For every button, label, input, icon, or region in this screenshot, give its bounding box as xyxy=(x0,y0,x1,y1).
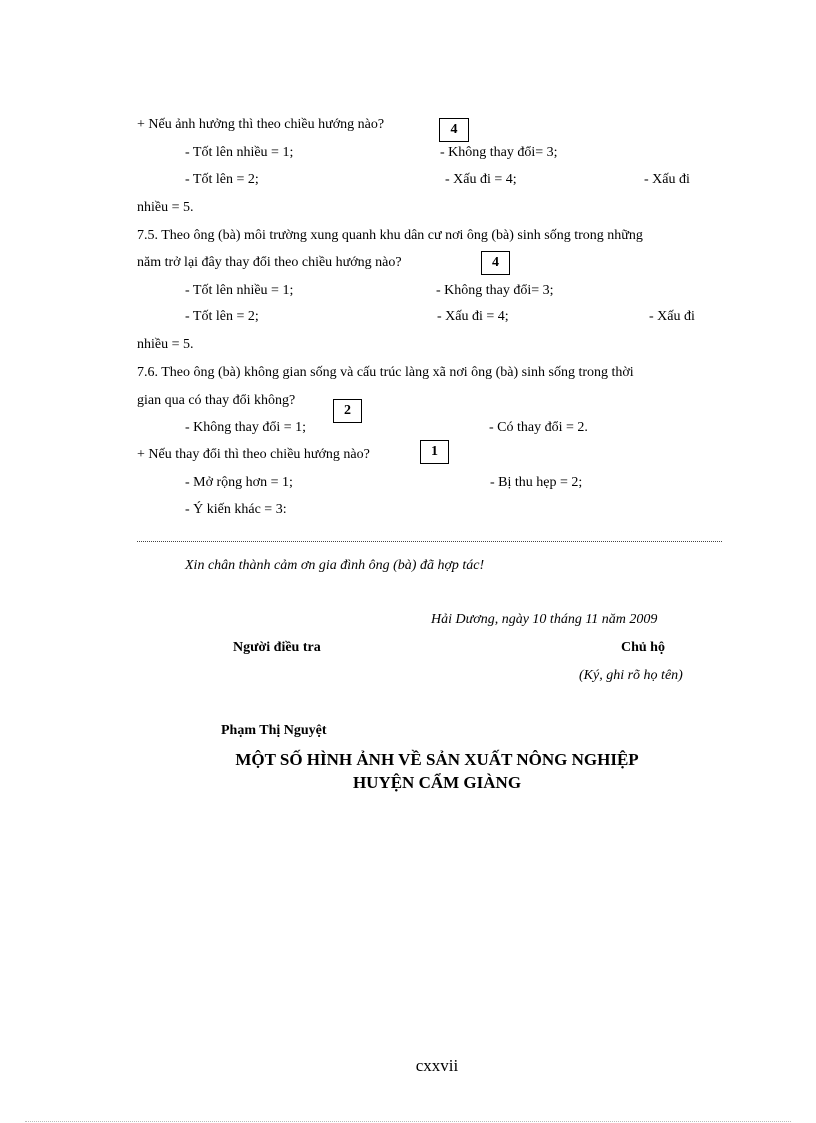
q76-option-1: - Không thay đổi = 1; xyxy=(185,420,307,435)
page-bottom-border xyxy=(25,1121,791,1122)
q75-option-3: - Không thay đổi= 3; xyxy=(436,283,554,298)
q74-option-5b: nhiều = 5. xyxy=(137,200,194,215)
q75-option-5a: - Xấu đi xyxy=(649,309,695,324)
q75-option-5b: nhiều = 5. xyxy=(137,337,194,352)
q76-sub-option-3: - Ý kiến khác = 3: xyxy=(185,502,287,517)
thanks-note: Xin chân thành cảm ơn gia đình ông (bà) đã hợp tác! xyxy=(185,558,485,573)
q74-option-4: - Xấu đi = 4; xyxy=(445,172,517,187)
q76-sub-option-1: - Mở rộng hơn = 1; xyxy=(185,475,293,490)
q75-option-1: - Tốt lên nhiều = 1; xyxy=(185,283,294,298)
q76-answer-box: 2 xyxy=(333,399,362,423)
q76-sub-option-2: - Bị thu hẹp = 2; xyxy=(490,475,583,490)
dotted-separator xyxy=(137,541,722,542)
q76-option-2: - Có thay đổi = 2. xyxy=(489,420,588,435)
q74-option-1: - Tốt lên nhiều = 1; xyxy=(185,145,294,160)
page-number: cxxvii xyxy=(415,1056,459,1075)
q75-line-1: 7.5. Theo ông (bà) môi trường xung quanh khu dân cư nơi ông (bà) sinh sống trong những xyxy=(137,228,643,243)
q75-option-4: - Xấu đi = 4; xyxy=(437,309,509,324)
q74-option-2: - Tốt lên = 2; xyxy=(185,172,259,187)
q76-line-2: gian qua có thay đổi không? xyxy=(137,393,296,408)
q75-line-2: năm trở lại đây thay đổi theo chiều hướng nào? xyxy=(137,255,402,270)
q74-sub-prompt: + Nếu ảnh hưởng thì theo chiều hướng nào? xyxy=(137,117,385,132)
section-title-line-2: HUYỆN CẨM GIÀNG xyxy=(352,773,522,792)
q74-option-5a: - Xấu đi xyxy=(644,172,690,187)
q75-answer-box: 4 xyxy=(481,251,510,275)
interviewer-name: Phạm Thị Nguyệt xyxy=(221,723,327,738)
q76-sub-answer-box: 1 xyxy=(420,440,449,464)
q74-option-3: - Không thay đổi= 3; xyxy=(440,145,558,160)
signature-note: (Ký, ghi rõ họ tên) xyxy=(579,668,683,683)
interviewer-label: Người điều tra xyxy=(233,640,321,655)
section-title-line-1: MỘT SỐ HÌNH ẢNH VỀ SẢN XUẤT NÔNG NGHIỆP xyxy=(235,750,639,769)
q74-sub-answer-box: 4 xyxy=(439,118,469,142)
q76-sub-prompt: + Nếu thay đổi thì theo chiều hướng nào? xyxy=(137,447,370,462)
q76-line-1: 7.6. Theo ông (bà) không gian sống và cấu trúc làng xã nơi ông (bà) sinh sống trong thời xyxy=(137,365,634,380)
place-date: Hải Dương, ngày 10 tháng 11 năm 2009 xyxy=(431,612,658,627)
q75-option-2: - Tốt lên = 2; xyxy=(185,309,259,324)
household-head-label: Chủ hộ xyxy=(621,640,665,655)
